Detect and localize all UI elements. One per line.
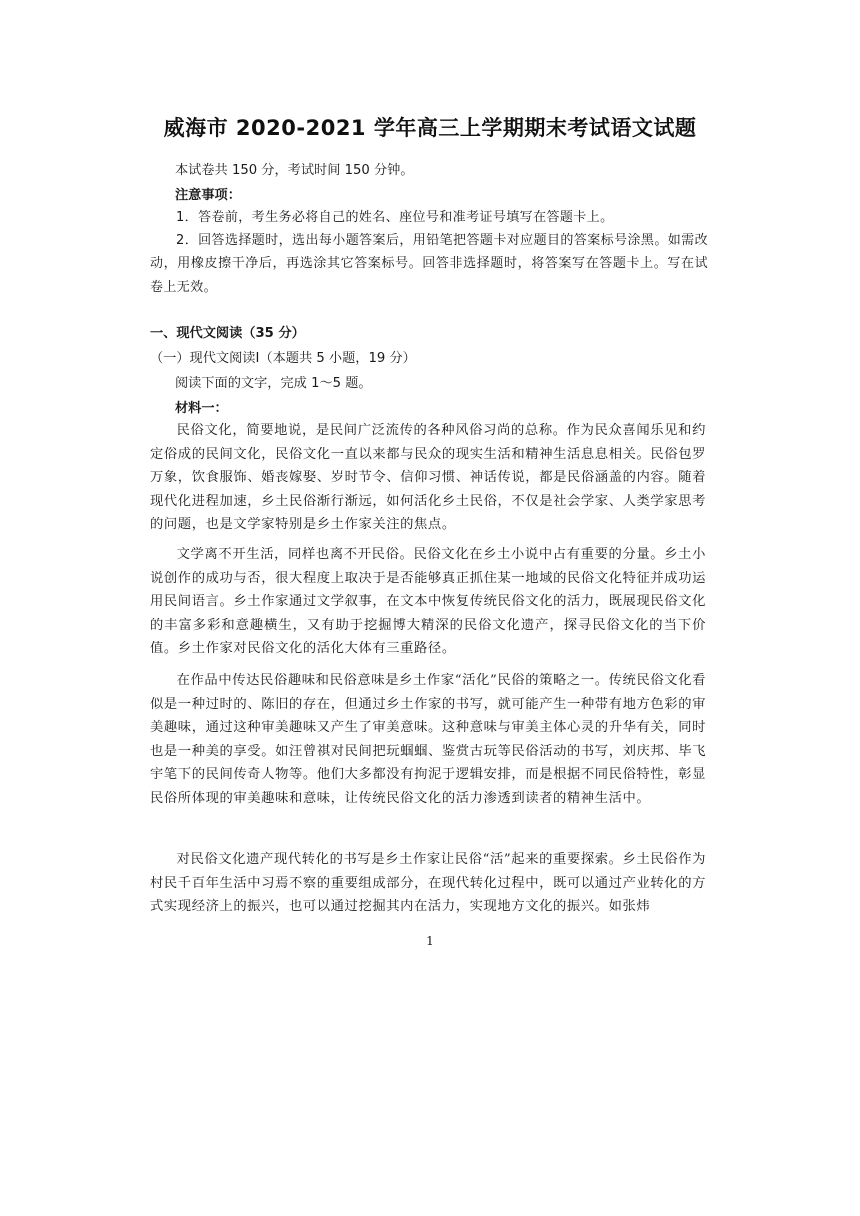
- page-number: 1: [426, 934, 434, 948]
- section-heading: 一、现代文阅读（35 分）: [150, 326, 305, 341]
- intro-text: 本试卷共 150 分，考试时间 150 分钟。: [175, 163, 414, 178]
- material-heading: 材料一：: [175, 401, 228, 416]
- paragraph-1: 民俗文化，简要地说，是民间广泛流传的各种风俗习尚的总称。作为民众喜闻乐见和约定俗成的民间文化，民俗文化一直以来都与民众的现实生活和精神生活息息相关。民俗包罗万象，饮食服饰、婚丧嫁娶、岁时节令、信仰习惯、神话传说，都是民俗涵盖的内容。随着现代化进程加速，乡土民俗渐行渐远，如何活化乡土民俗，不仅是社会学家、人类学家思考的问题，也是文学家特别是乡土作家关注的焦点。: [150, 423, 706, 533]
- paragraph-2: 文学离不开生活，同样也离不开民俗。民俗文化在乡土小说中占有重要的分量。乡土小说创作的成功与否，很大程度上取决于是否能够真正抓住某一地域的民俗文化特征并成功运用民间语言。乡土作家通过文学叙事，在文本中恢复传统民俗文化的活力，既展现民俗文化的丰富多彩和意趣横生，又有助于挖掘博大精深的民俗文化遗产，探寻民俗文化的当下价值。乡土作家对民俗文化的活化大体有三重路径。: [150, 547, 706, 657]
- page-title: 威海市 2020-2021 学年高三上学期期末考试语文试题: [163, 116, 697, 140]
- paragraph-4: 对民俗文化遗产现代转化的书写是乡土作家让民俗“活”起来的重要探索。乡土民俗作为村民千百年生活中习焉不察的重要组成部分，在现代转化过程中，既可以通过产业转化的方式实现经济上的振兴，也可以通过挖掘其内在活力，实现地方文化的振兴。如张炜: [150, 852, 706, 915]
- instruction-text: 阅读下面的文字，完成 1～5 题。: [175, 376, 372, 391]
- subsection-heading: （一）现代文阅读Ⅰ（本题共 5 小题，19 分）: [150, 351, 416, 366]
- notice-item-1: 1．答卷前，考生务必将自己的姓名、座位号和准考证号填写在答题卡上。: [176, 210, 614, 225]
- notice-heading: 注意事项：: [175, 188, 241, 203]
- notice-item-2: 2．回答选择题时，选出每小题答案后，用铅笔把答题卡对应题目的答案标号涂黑。如需改动，用橡皮擦干净后，再选涂其它答案标号。回答非选择题时，将答案写在答题卡上。写在试卷上无效。: [150, 233, 708, 295]
- paragraph-3: 在作品中传达民俗趣味和民俗意味是乡土作家“活化”民俗的策略之一。传统民俗文化看似是一种过时的、陈旧的存在，但通过乡土作家的书写，就可能产生一种带有地方色彩的审美趣味，通过这种审美趣味又产生了审美意味。这种意味与审美主体心灵的升华有关，同时也是一种美的享受。如汪曾祺对民间把玩蝈蝈、鉴赏古玩等民俗活动的书写，刘庆邦、毕飞宇笔下的民间传奇人物等。他们大多都没有拘泥于逻辑安排，而是根据不同民俗特性，彰显民俗所体现的审美趣味和意味，让传统民俗文化的活力渗透到读者的精神生活中。: [150, 673, 706, 806]
